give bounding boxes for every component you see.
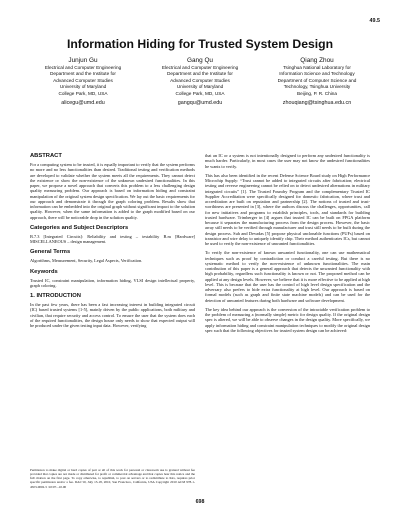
introduction-text: In the past few years, there has been a fast increasing interest in building integrated circuit (IC) based trusted systems [1-5], mainly driven by the public applications, both military and civilian, that require security and access control. To ensure the user that the system does each of the required functionalities, the design house only needs to show that expected output will be produced under the given testing input data. However, verifying (30, 302, 195, 328)
author-affiliation-line: Technology, Tsinghua University (283, 84, 351, 90)
categories-text: B.7.3 [Integrated Circuits]: Reliability and testing – testability B.m [Hardware] MISCELLANEOUS – design management. (30, 233, 195, 244)
author-affiliation-line: College Park, MD, USA (58, 90, 108, 96)
author-email: gangqu@umd.edu (177, 99, 223, 106)
author-affiliation-line: Information Science and Technology (279, 71, 355, 77)
author-block (28, 57, 372, 106)
author-affiliation-line: College Park, MD, USA (175, 90, 225, 96)
author-name: Junjun Gu (68, 57, 98, 64)
author-name: Gang Qu (187, 57, 213, 64)
paragraph: The key idea behind our approach is the conversion of the intractable verification problem to the problem of measuring a (normally simple) metric for design quality. If the original design spec is altered, we will be able to observe changes in the design quality. More specifically, we apply information hiding and constraint manipulation techniques to modify the original design spec such that the following objectives for trusted system design can be achieved: (205, 306, 370, 333)
keywords-text: Trusted IC, constraint manipulation, information hiding, VLSI design intellectual property, graph coloring. (30, 277, 195, 288)
author-affiliation-line: University of Maryland (59, 84, 107, 90)
author-affiliation-line: Department and the Institute for (50, 71, 116, 77)
general-terms-heading: General Terms (30, 249, 71, 256)
paragraph: This has also been identified in the recent Defense Science Board study on High Performance Microchip Supply: “Trust cannot be added to integrated circuits after fabrication; electrical testing and reverse engineering cannot be relied on to detect undesired alternations in military integrated circuits” [1]. The Trusted Foundry Program and the complementary Trusted IC Supplier Accreditation were specifically designed for domestic fabrication, where trust and accreditation are built on reputation and partnership [2]. The notions of trusted and trust-worthiness are presented in [3], where the authors discuss the challenges, opportunities, call for new initiatives and programs to establish principles, tools, and standards for building trusted hardware. Trimberger in [4] argues that trusted IC can be built on FPGA platform because it separates the manufacturing process from the design process. However, the basic array still needs to be verified through manufacturer and trust still needs to be built during the design process. Suh and Devadas [5] propose physical unclonable functions (PUFs) based on transistor and wire delay to uniquely identify chip. Their method authenticates ICs, but cannot be used to verify the non-existence of unwanted functionalities. (205, 172, 370, 246)
author-affiliation-line: Beijing, P. R. China (296, 90, 338, 96)
paragraph: To verify the non-existence of known unwanted functionality, one can use mathematical techniques such as proof by contradiction or conduct a careful testing. But there is no systematic method to verify the non-existence of unknown functionalities. The main contribution of this paper is a general approach that detects the unwanted functionality with high probability, regardless such functionality is known or not. The proposed method can be applied at any design levels. However, we believe that it is more effective to be applied at high level. This is because that the user has the control of high level design specification and the adversary also prefers to hide extra functionality at high level. Our approach is based on formal models (such as graph and finite state machine models) and can be used for the detection of unwanted features during both hardware and software development. (205, 250, 370, 303)
author-2 (145, 57, 255, 106)
paper-title: Information Hiding for Trusted System Design (66, 37, 334, 51)
abstract-heading: ABSTRACT (30, 153, 62, 159)
keywords-heading: Keywords (30, 268, 58, 275)
top-page-number: 49.5 (369, 18, 380, 24)
author-affiliation-line: Electrical and Computer Engineering (161, 65, 239, 70)
author-name: Qiang Zhou (300, 57, 334, 64)
categories-heading: Categories and Subject Descriptors (30, 224, 129, 231)
introduction-heading: 1. INTRODUCTION (30, 293, 81, 299)
paragraph: that an IC or a system is not intentionally designed to perform any undesired functionality is much harder. Particularly, in most cases the user may not know the undesired functionalities he wants to verify. (205, 153, 370, 169)
left-column (30, 153, 195, 332)
author-email: alicegu@umd.edu (61, 99, 105, 106)
author-1 (28, 57, 138, 106)
author-affiliation-line: Department of Computer Science and (277, 77, 357, 83)
author-affiliation-line: Tsinghua National Laboratory for (283, 65, 351, 70)
author-affiliation-line: University of Maryland (176, 84, 224, 90)
abstract-text: For a computing system to be trusted, it is equally important to verify that the system performs no more and no less functionalities than desired. Traditional testing and verification methods are developed to validate whether the system meets all the requirements. They cannot detect the existence or show the non-existence of the unknown undesired functionalities. In this paper, we propose a novel approach that converts this problem to a less challenging design quality measuring problem. Our approach is based on information hiding and constraint manipulation of the original system design specification. We lay out the basic requirements for our approach and demonstrate it through the graph coloring problem. Results show that information can be embedded into the original graph without significant impact to the solution quality. However, when the same information is added to the graph modified based on our approach, there will be noticeable drop in the solution quality. (30, 162, 195, 220)
author-affiliation-line: Department and the Institute for (167, 71, 233, 77)
author-3 (262, 57, 372, 106)
right-column (205, 153, 370, 337)
bottom-page-number: 698 (195, 499, 205, 505)
copyright-footnote: Permission to make digital or hard copies of part or all of this work for personal or classroom use is granted without fee provided that copies are not made or distributed for profit or commercial advantage and that copies bear this notice and the full citation on the first page. To copy otherwise, to republish, to post on servers or to redistribute to lists, requires prior specific permission and/or a fee. DAC'10, July 13-18, 2010, San Francisco, California, USA Copyright 2010 ACM 978-1-4503-0002-5 /10/07...10.00 (30, 468, 195, 489)
general-terms-text: Algorithms, Measurement, Security, Legal Aspects, Verification. (30, 258, 143, 264)
author-email: zhouqiang@tsinghua.edu.cn (282, 99, 352, 106)
author-affiliation-line: Advanced Computer Studies (53, 77, 113, 83)
author-affiliation-line: Advanced Computer Studies (170, 77, 230, 83)
author-affiliation-line: Electrical and Computer Engineering (44, 65, 122, 70)
